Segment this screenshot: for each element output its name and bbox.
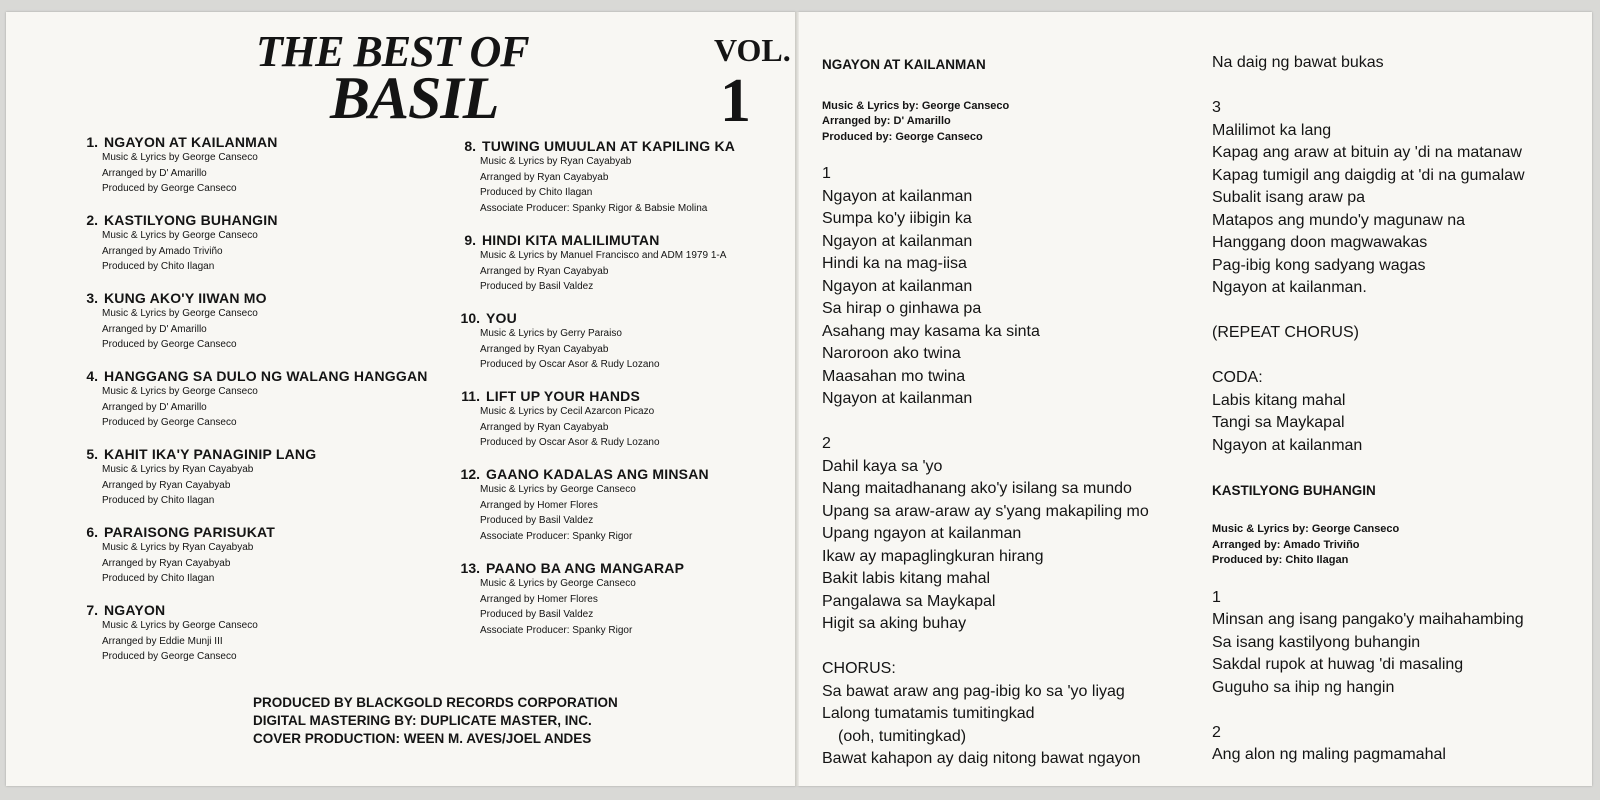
song-credit: Arranged by: Amado Triviño [1212,538,1360,551]
lyric-line: Naroroon ako twina [822,345,961,362]
track-4 [84,368,428,431]
track-title: HINDI KITA MALILIMUTAN [482,232,660,248]
track-credit: Produced by George Canseco [102,417,237,428]
lyric-line: Hanggang doon magwawakas [1212,234,1428,251]
lyric-line: Upang sa araw-araw ay s'yang makapiling mo [822,502,1149,520]
lyric-line: Ngayon at kailanman [822,232,973,250]
lyric-line: Ngayon at kailanman [822,390,973,407]
track-credit: Music & Lyrics by George Canseco [102,230,258,241]
lyric-line: Asahang may kasama ka sinta [822,322,1040,340]
track-11 [458,388,660,451]
track-credit: Arranged by Ryan Cayabyab [480,171,609,183]
track-credit: Arranged by Ryan Cayabyab [102,479,231,491]
track-credit: Music & Lyrics by Gerry Paraiso [480,328,622,339]
track-credit: Music & Lyrics by George Canseco [480,578,636,589]
lyric-line: Minsan ang isang pangako'y maihahambing [1212,611,1524,628]
track-credit: Arranged by Ryan Cayabyab [480,421,609,433]
track-6 [84,524,275,587]
lyric-line: Kapag ang araw at bituin ay 'di na matanaw [1212,144,1522,161]
lyric-line: Sa isang kastilyong buhangin [1212,633,1421,651]
lyric-line: 2 [822,435,831,452]
track-credit: Arranged by Amado Triviño [102,245,223,257]
track-title: PAANO BA ANG MANGARAP [486,560,685,576]
song-credits [1212,522,1525,569]
track-title: GAANO KADALAS ANG MINSAN [486,466,709,482]
track-credit: Produced by Oscar Asor & Rudy Lozano [480,437,660,448]
track-credit: Produced by George Canseco [102,651,237,662]
track-8 [462,138,735,216]
lyric-line: 3 [1212,99,1221,116]
track-credit: Music & Lyrics by Cecil Azarcon Picazo [480,406,655,417]
lyric-line: CHORUS: [822,660,896,677]
track-title: HANGGANG SA DULO NG WALANG HANGGAN [104,368,428,384]
song-title: KASTILYONG BUHANGIN [1212,482,1376,498]
lyric-line: 1 [822,165,831,182]
lyric-line: Higit sa aking buhay [822,615,967,632]
lyric-line: Pangalawa sa Maykapal [822,592,996,610]
song-credit: Music & Lyrics by: George Canseco [822,99,1010,112]
track-number: 10. [460,310,480,326]
track-7 [84,602,258,665]
lyric-line: Subalit isang araw pa [1212,189,1365,206]
lyric-line: Na daig ng bawat bukas [1212,54,1384,71]
track-12 [458,466,709,544]
track-credit: Associate Producer: Spanky Rigor [480,530,633,542]
track-credit: Produced by Oscar Asor & Rudy Lozano [480,359,660,370]
track-credit: Produced by Basil Valdez [480,281,594,292]
song-title: NGAYON AT KAILANMAN [822,57,986,72]
track-credit: Arranged by Homer Flores [480,499,598,511]
lyric-line: Ngayon at kailanman [1212,436,1363,454]
track-number: 13. [460,560,480,576]
track-credit: Produced by Basil Valdez [480,515,594,526]
track-credit: Arranged by Eddie Munji III [102,635,223,647]
lyric-line [1212,75,1525,98]
song-credits [822,99,1149,146]
lyric-line: Lalong tumatamis tumitingkad [822,705,1035,722]
track-number: 2. [86,212,98,228]
lyric-line: Hindi ka na mag-iisa [822,255,967,272]
production-credits [253,694,618,748]
track-number: 11. [461,388,480,404]
track-credit: Produced by Chito Ilagan [480,187,593,198]
track-credit: Music & Lyrics by George Canseco [102,152,258,163]
track-1 [84,134,278,197]
track-credit: Arranged by Ryan Cayabyab [102,557,231,569]
track-5 [84,446,316,509]
track-3 [84,290,267,353]
track-credit: Music & Lyrics by George Canseco [102,386,258,397]
song-credit: Produced by: George Canseco [822,130,983,143]
lyric-line: Ngayon at kailanman. [1212,279,1367,296]
lyric-line: (ooh, tumitingkad) [838,727,967,745]
track-title: KUNG AKO'Y IIWAN MO [104,290,267,306]
track-credit: Associate Producer: Spanky Rigor [480,624,633,636]
song-credit: Produced by: Chito Ilagan [1212,554,1349,566]
track-title: NGAYON AT KAILANMAN [104,134,278,150]
track-title: KASTILYONG BUHANGIN [104,212,278,228]
lyrics-col2 [1212,52,1525,767]
track-credit: Associate Producer: Spanky Rigor & Babsie Molina [480,202,708,214]
lyric-line: 1 [1212,588,1221,606]
lyric-line: 2 [1212,723,1221,741]
track-credit: Music & Lyrics by Ryan Cayabyab [102,464,254,475]
track-credit: Arranged by Homer Flores [480,593,598,605]
track-number: 8. [464,138,476,154]
track-title: YOU [486,310,517,326]
lyric-line [1212,699,1525,722]
lyric-line: Sakdal rupok at huwag 'di masaling [1212,656,1464,673]
lyric-line: (REPEAT CHORUS) [1212,324,1359,341]
album-title-line2: BASIL [330,65,499,131]
track-title: NGAYON [104,602,166,618]
track-number: 1. [86,134,98,150]
lyrics-lines [822,163,1149,771]
track-credit: Produced by Basil Valdez [480,609,594,620]
track-credit: Music & Lyrics by George Canseco [480,484,636,495]
lyric-line: Bawat kahapon ay daig nitong bawat ngayon [822,750,1141,767]
lyric-line: Matapos ang mundo'y magunaw na [1212,211,1465,229]
volume-number: 1 [720,67,751,135]
lyric-line [822,411,1149,434]
lyric-line: Labis kitang mahal [1212,391,1346,409]
booklet-fold [795,12,799,786]
track-number: 12. [460,466,480,482]
lyric-line: Ngayon at kailanman [822,277,973,295]
song-ngayon-lyrics-col1 [822,54,1149,771]
track-13 [458,560,684,638]
track-credit: Arranged by D' Amarillo [102,167,207,179]
lyric-line [1212,300,1525,323]
track-credit: Produced by Chito Ilagan [102,495,215,506]
lyric-line: Upang ngayon at kailanman [822,525,1022,542]
lyric-line: Sa bawat araw ang pag-ibig ko sa 'yo liyag [822,682,1125,700]
lyric-line: CODA: [1212,369,1263,386]
lyric-line: Guguho sa ihip ng hangin [1212,678,1395,696]
lyric-line: Ang alon ng maling pagmamahal [1212,746,1446,763]
song-credit: Music & Lyrics by: George Canseco [1212,523,1400,535]
production-line: PRODUCED BY BLACKGOLD RECORDS CORPORATION [253,695,618,710]
lyric-line: Tangi sa Maykapal [1212,414,1345,431]
lyrics-lines [1212,587,1525,767]
lyric-line: Bakit labis kitang mahal [822,570,991,587]
volume-label: VOL. [714,32,791,68]
track-9 [462,232,726,295]
track-credit: Produced by George Canseco [102,339,237,350]
track-credit: Music & Lyrics by Manuel Francisco and ADM 1979 1-A [480,250,727,261]
lyric-line: Nang maitadhanang ako'y isilang sa mundo [822,480,1132,497]
lyric-line: Ngayon at kailanman [822,187,973,205]
track-credit: Music & Lyrics by George Canseco [102,620,258,631]
track-credit: Music & Lyrics by George Canseco [102,308,258,319]
track-2 [84,212,278,275]
track-credit: Arranged by D' Amarillo [102,401,207,413]
track-number: 6. [86,524,98,540]
production-line: COVER PRODUCTION: WEEN M. AVES/JOEL ANDES [253,731,592,746]
lyric-line [1212,345,1525,368]
lyrics-lines [1212,52,1525,457]
song-credit: Arranged by: D' Amarillo [822,115,951,127]
lyric-line: Ikaw ay mapaglingkuran hirang [822,547,1044,565]
track-number: 3. [86,290,98,306]
track-10 [458,310,660,373]
lyric-line: Sumpa ko'y iibigin ka [822,210,972,227]
track-number: 4. [86,368,98,384]
track-title: KAHIT IKA'Y PANAGINIP LANG [104,446,317,462]
album-title-line1: THE BEST OF [256,27,529,76]
track-credit: Produced by Chito Ilagan [102,261,215,272]
track-credit: Produced by George Canseco [102,183,237,194]
track-credit: Arranged by Ryan Cayabyab [480,343,609,355]
lyric-line: Kapag tumigil ang daigdig at 'di na gumalaw [1212,166,1525,184]
track-title: TUWING UMUULAN AT KAPILING KA [482,138,736,154]
track-number: 5. [86,446,98,462]
track-title: LIFT UP YOUR HANDS [486,388,640,404]
lyric-line [822,636,1149,659]
lyric-line: Dahil kaya sa 'yo [822,457,943,475]
track-credit: Arranged by Ryan Cayabyab [480,265,609,277]
lyric-line: Maasahan mo twina [822,367,966,385]
track-title: PARAISONG PARISUKAT [104,524,276,540]
track-credit: Music & Lyrics by Ryan Cayabyab [102,542,254,553]
track-credit: Arranged by D' Amarillo [102,323,207,335]
lyric-line: Pag-ibig kong sadyang wagas [1212,256,1426,274]
track-number: 9. [464,232,476,248]
track-credit: Produced by Chito Ilagan [102,573,215,584]
lyric-line: Malilimot ka lang [1212,121,1332,139]
lyric-line: Sa hirap o ginhawa pa [822,300,982,317]
track-credit: Music & Lyrics by Ryan Cayabyab [480,156,632,167]
track-number: 7. [86,602,98,618]
production-line: DIGITAL MASTERING BY: DUPLICATE MASTER, INC. [253,713,592,728]
